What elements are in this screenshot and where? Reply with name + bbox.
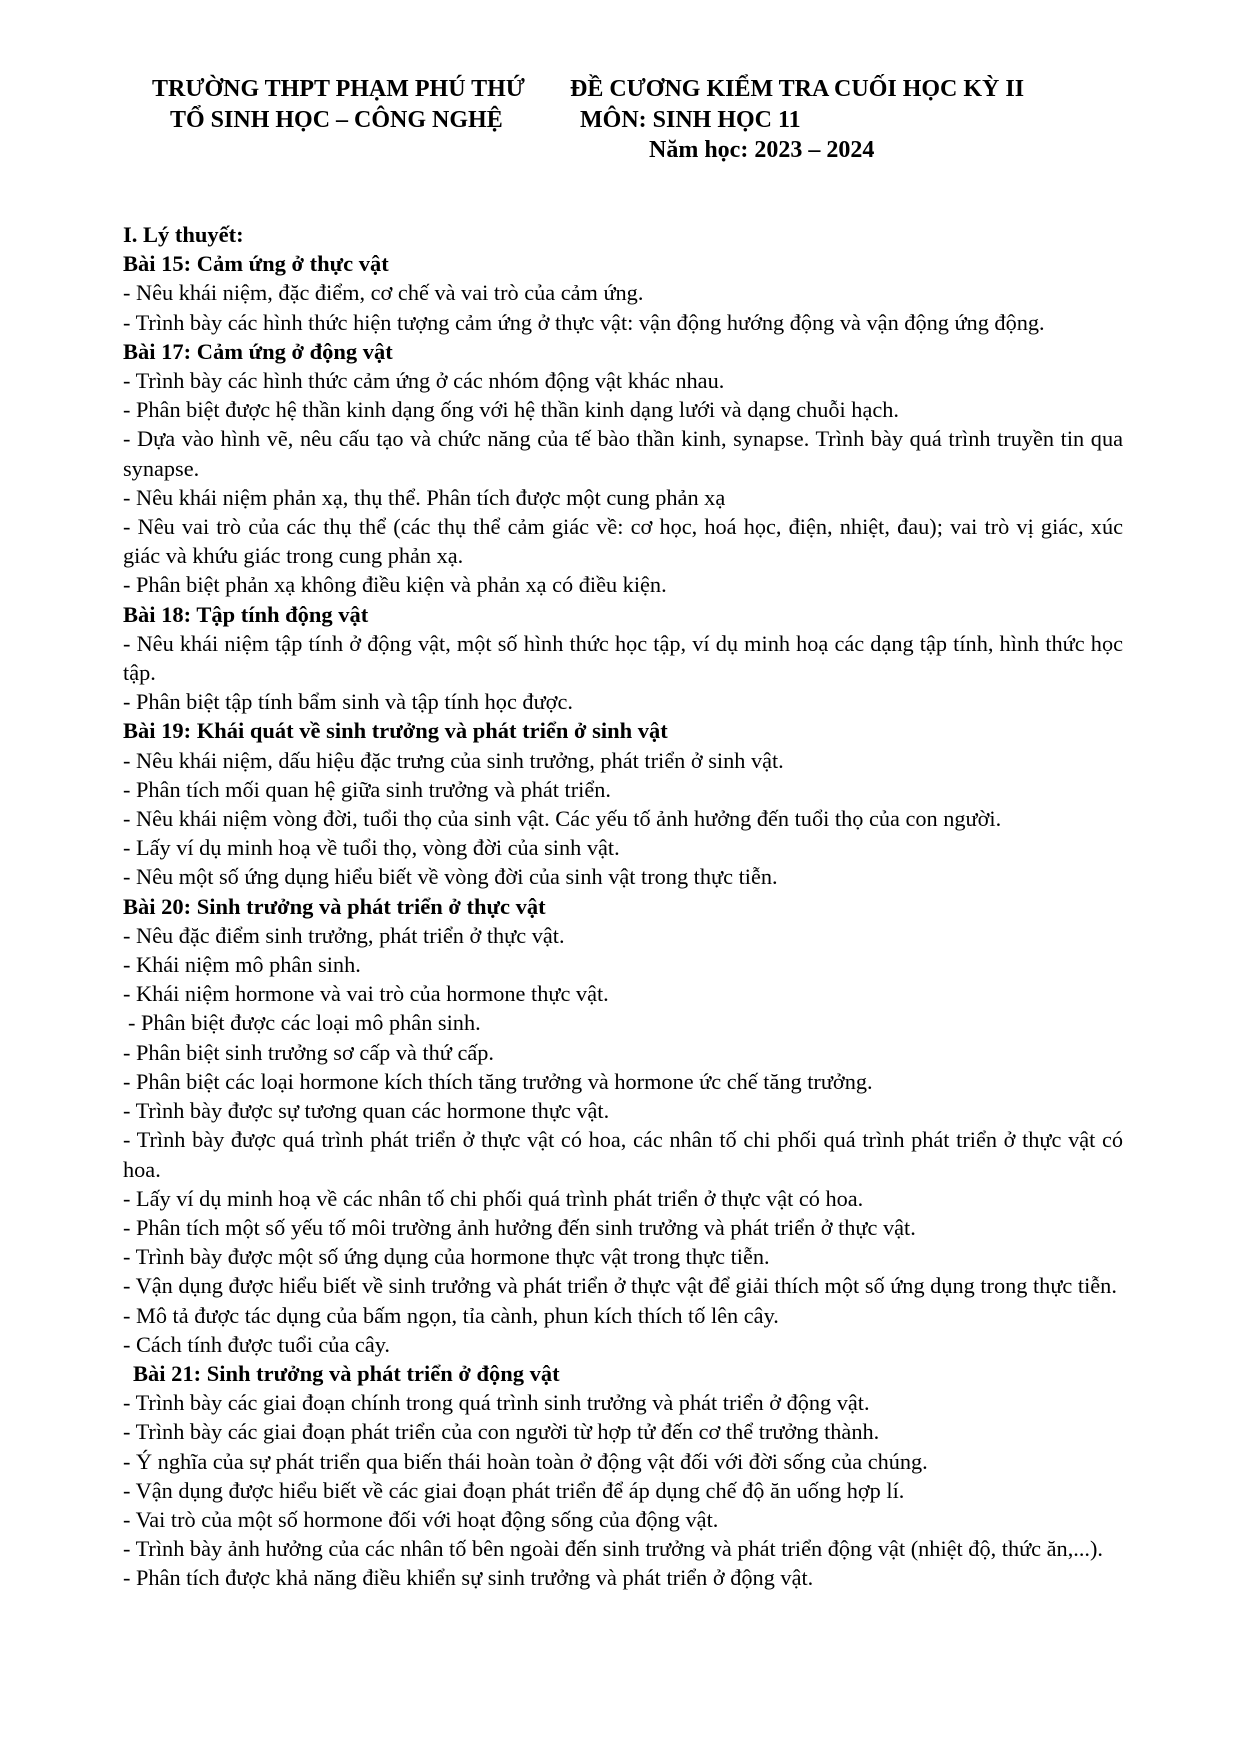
section-heading: I. Lý thuyết:: [123, 222, 244, 247]
list-item: - Trình bày các hình thức hiện tượng cảm ứng ở thực vật: vận động hướng động và vận động ứng động.: [123, 309, 1045, 335]
list-item: - Phân biệt phản xạ không điều kiện và phản xạ có điều kiện.: [123, 572, 667, 598]
lesson-title: Bài 19: Khái quát về sinh trưởng và phát triển ở sinh vật: [123, 718, 668, 744]
list-item: - Vận dụng được hiểu biết về sinh trưởng và phát triển ở thực vật để giải thích một số ứng dụng trong thực tiễn.: [123, 1273, 1117, 1299]
list-item: - Nêu khái niệm phản xạ, thụ thể. Phân tích được một cung phản xạ: [123, 484, 726, 510]
lesson-title: Bài 20: Sinh trưởng và phát triển ở thực vật: [123, 893, 546, 919]
department-name: TỔ SINH HỌC – CÔNG NGHỆ: [170, 107, 503, 133]
list-item: - Phân biệt sinh trưởng sơ cấp và thứ cấp.: [123, 1039, 494, 1065]
list-item: - Trình bày được quá trình phát triển ở thực vật có hoa, các nhân tố chi phối quá trình phát triển ở thực vật có hoa.: [123, 1127, 1123, 1182]
list-item: - Nêu khái niệm tập tính ở động vật, một số hình thức học tập, ví dụ minh hoạ các dạng tập tính, hình thức học tập.: [123, 630, 1123, 686]
list-item: - Phân tích một số yếu tố môi trường ảnh hưởng đến sinh trưởng và phát triển ở thực vật.: [123, 1214, 916, 1240]
school-year: Năm học: 2023 – 2024: [649, 137, 875, 163]
list-item: - Nêu khái niệm vòng đời, tuổi thọ của sinh vật. Các yếu tố ảnh hưởng đến tuổi thọ của con người.: [123, 806, 1002, 832]
lesson-title: Bài 15: Cảm ứng ở thực vật: [123, 251, 389, 277]
list-item: - Lấy ví dụ minh hoạ về tuổi thọ, vòng đời của sinh vật.: [123, 835, 620, 861]
list-item: - Trình bày các giai đoạn chính trong quá trình sinh trưởng và phát triển ở động vật.: [123, 1390, 870, 1416]
document-title: ĐỀ CƯƠNG KIỂM TRA CUỐI HỌC KỲ II: [570, 76, 1025, 102]
list-item: - Trình bày các giai đoạn phát triển của con người từ hợp tử đến cơ thể trưởng thành.: [123, 1419, 880, 1445]
list-item: - Vai trò của một số hormone đối với hoạt động sống của động vật.: [123, 1506, 719, 1532]
list-item: - Vận dụng được hiểu biết về các giai đoạn phát triển để áp dụng chế độ ăn uống hợp lí.: [123, 1477, 905, 1503]
school-name: TRƯỜNG THPT PHẠM PHÚ THỨ: [152, 76, 525, 102]
list-item: - Khái niệm mô phân sinh.: [123, 952, 361, 978]
document-body: [123, 220, 1123, 1593]
list-item: - Ý nghĩa của sự phát triển qua biến thái hoàn toàn ở động vật đối với đời sống của chúng.: [123, 1448, 928, 1474]
list-item: - Trình bày được một số ứng dụng của hormone thực vật trong thực tiễn.: [123, 1244, 770, 1270]
list-item: - Cách tính được tuổi của cây.: [123, 1331, 390, 1357]
lesson-title: Bài 21: Sinh trưởng và phát triển ở động vật: [133, 1360, 560, 1386]
list-item: - Phân biệt được các loại mô phân sinh.: [128, 1010, 481, 1036]
list-item: - Nêu đặc điểm sinh trưởng, phát triển ở thực vật.: [123, 922, 565, 948]
list-item: - Phân tích được khả năng điều khiển sự sinh trưởng và phát triển ở động vật.: [123, 1565, 814, 1591]
list-item: - Nêu khái niệm, đặc điểm, cơ chế và vai trò của cảm ứng.: [123, 280, 644, 306]
list-item: - Phân tích mối quan hệ giữa sinh trưởng và phát triển.: [123, 776, 611, 802]
lesson-title: Bài 17: Cảm ứng ở động vật: [123, 338, 393, 364]
list-item: - Dựa vào hình vẽ, nêu cấu tạo và chức năng của tế bào thần kinh, synapse. Trình bày quá trình truyền tin qua synapse.: [123, 426, 1123, 481]
list-item: - Phân biệt các loại hormone kích thích tăng trưởng và hormone ức chế tăng trưởng.: [123, 1068, 873, 1094]
list-item: - Trình bày được sự tương quan các hormone thực vật.: [123, 1098, 610, 1124]
list-item: - Mô tả được tác dụng của bấm ngọn, tỉa cành, phun kích thích tố lên cây.: [123, 1302, 779, 1328]
list-item: - Khái niệm hormone và vai trò của hormone thực vật.: [123, 981, 609, 1007]
subject-label: MÔN: SINH HỌC 11: [580, 107, 801, 133]
list-item: - Phân biệt tập tính bẩm sinh và tập tính học được.: [123, 689, 573, 715]
list-item: - Nêu một số ứng dụng hiểu biết về vòng đời của sinh vật trong thực tiễn.: [123, 864, 778, 890]
list-item: - Lấy ví dụ minh hoạ về các nhân tố chi phối quá trình phát triển ở thực vật có hoa.: [123, 1185, 864, 1211]
list-item: - Trình bày các hình thức cảm ứng ở các nhóm động vật khác nhau.: [123, 368, 725, 394]
list-item: - Nêu vai trò của các thụ thể (các thụ thể cảm giác về: cơ học, hoá học, điện, nhiệt, đau); vai trò vị giác, xúc giác và khứu giác trong cung phản xạ.: [123, 514, 1123, 569]
list-item: - Nêu khái niệm, dấu hiệu đặc trưng của sinh trưởng, phát triển ở sinh vật.: [123, 747, 784, 773]
list-item: - Phân biệt được hệ thần kinh dạng ống với hệ thần kinh dạng lưới và dạng chuỗi hạch.: [123, 397, 899, 423]
list-item: - Trình bày ảnh hưởng của các nhân tố bên ngoài đến sinh trưởng và phát triển động vật (nhiệt độ, thức ăn,...).: [123, 1536, 1103, 1562]
lesson-title: Bài 18: Tập tính động vật: [123, 601, 369, 627]
